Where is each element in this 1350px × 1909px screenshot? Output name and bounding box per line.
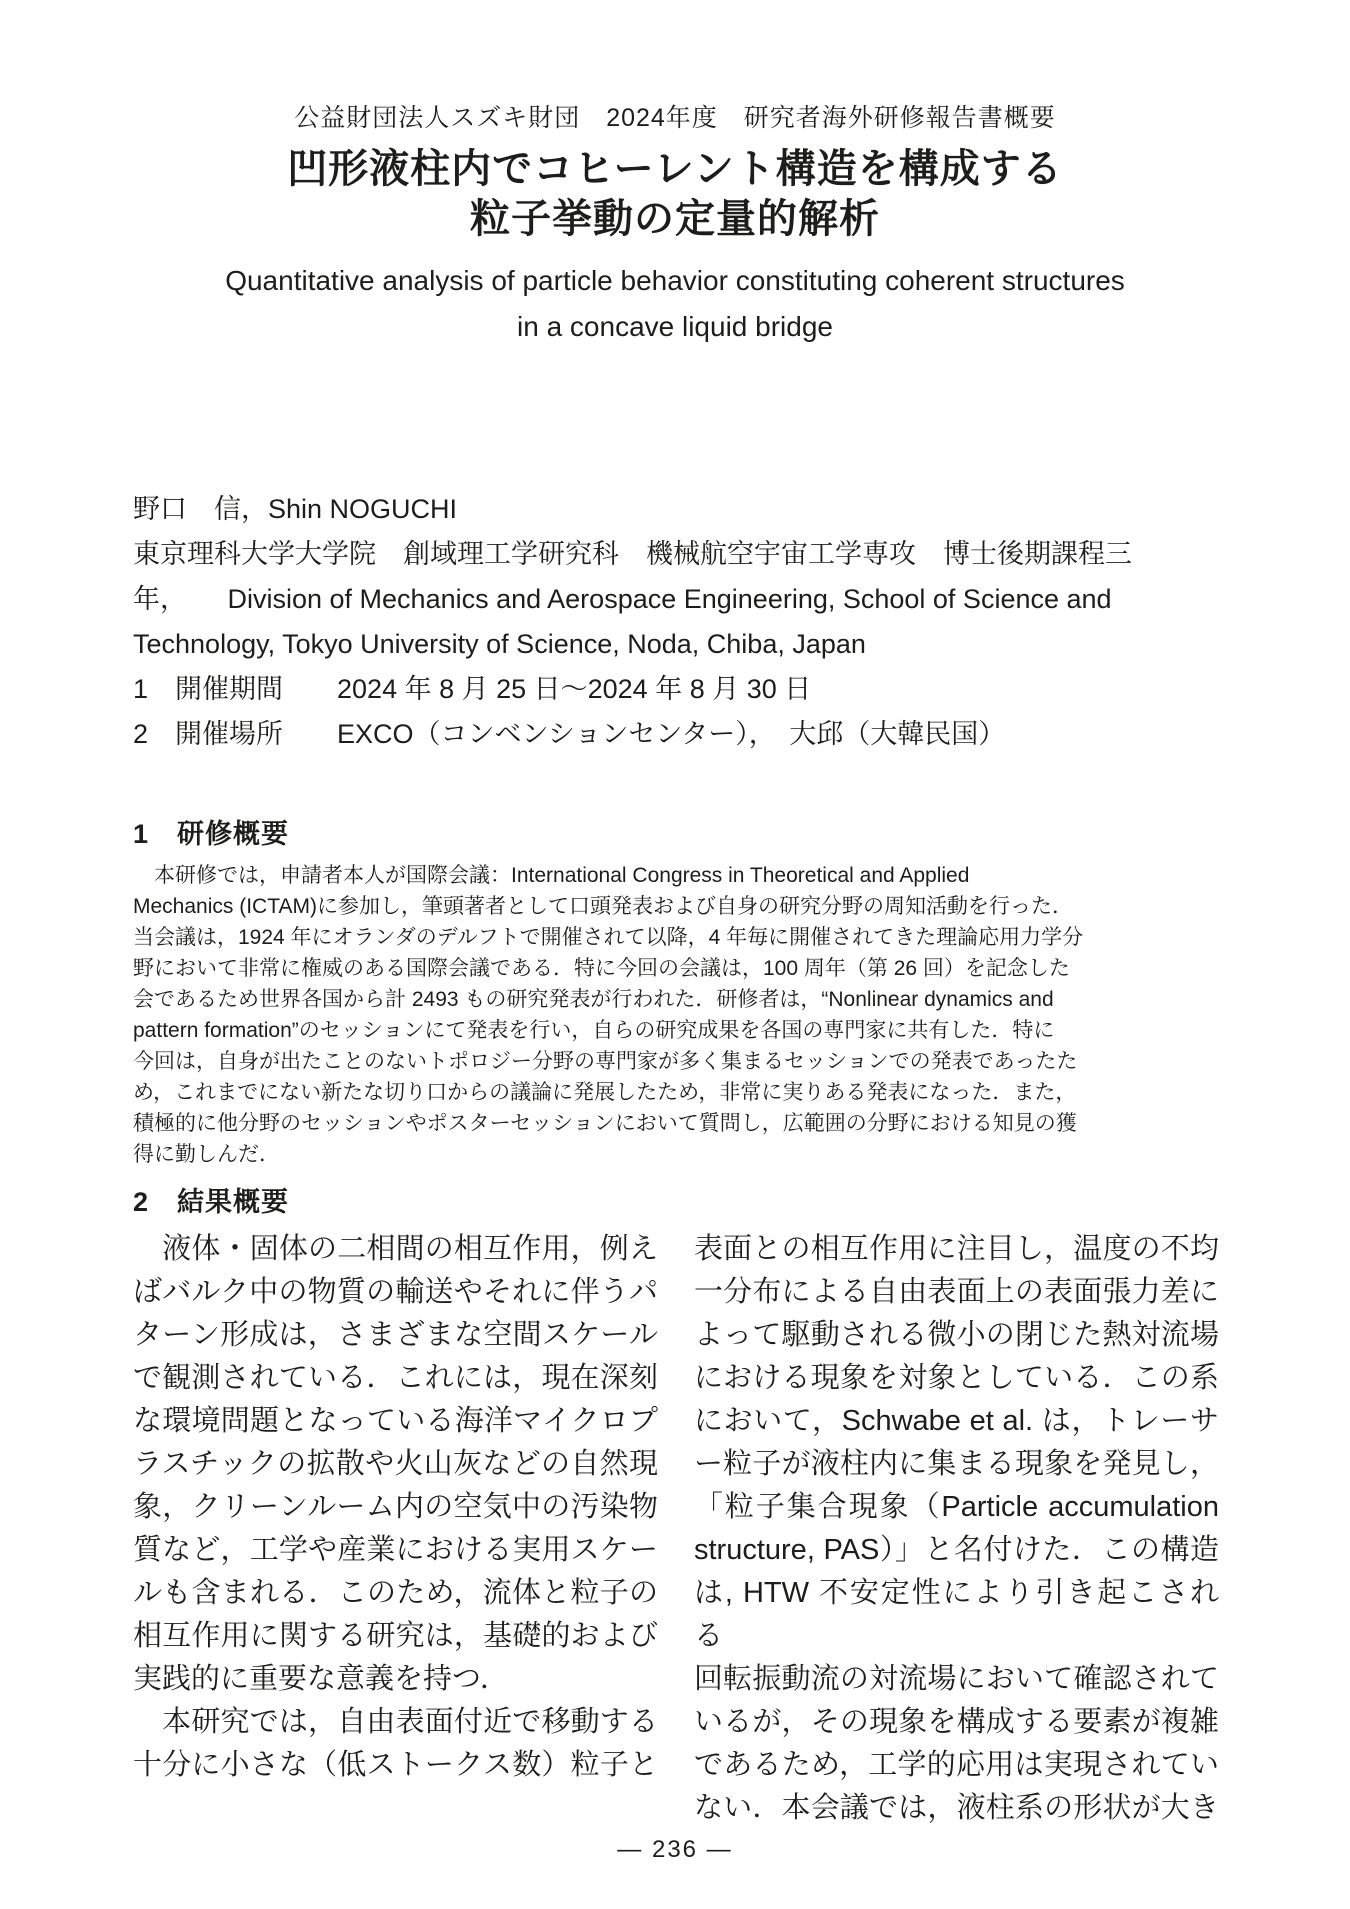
section2-right-line: ー粒子が液柱内に集まる現象を発見し， (694, 1448, 1219, 1480)
section2-left-line: ターン形成は，さまざまな空間スケール (133, 1319, 658, 1351)
affiliation-ja-line: 東京理科大学大学院 創域理工学研究科 機械航空宇宙工学専攻 博士後期課程三 (133, 539, 1132, 569)
section1-paragraph (133, 860, 1223, 1170)
section2-left-line: 象，クリーンルーム内の空気中の汚染物 (133, 1491, 658, 1523)
page-number: — 236 — (617, 1836, 733, 1863)
main-title-en-line1: Quantitative analysis of particle behavior constituting coherent structures (225, 265, 1125, 296)
section1-heading: 1 研修概要 (133, 819, 290, 849)
section2-right-column (694, 1228, 1219, 1830)
section2-right-line: いるが，その現象を構成する要素が複雑 (694, 1706, 1219, 1738)
section1-line: pattern formation”のセッションにて発表を行い，自らの研究成果を各国の専門家に共有した．特に (133, 1019, 1055, 1042)
section2-left-line: 実践的に重要な意義を持つ． (133, 1663, 509, 1695)
section1-line: 得に勤しんだ． (133, 1143, 280, 1166)
main-title-ja-line2: 粒子挙動の定量的解析 (470, 197, 880, 241)
section2-left-line: ラスチックの拡散や火山灰などの自然現 (133, 1448, 658, 1480)
section2-left-line: 十分に小さな（低ストークス数）粒子と (133, 1749, 658, 1781)
section2-left-line: 質など，工学や産業における実用スケー (133, 1534, 658, 1566)
section2-right-line: において，Schwabe et al. は，トレーサ (694, 1405, 1219, 1437)
section2-right-line: ない．本会議では，液柱系の形状が大き (694, 1792, 1219, 1824)
section2-left-line: ばバルク中の物質の輸送やそれに伴うパ (133, 1276, 658, 1308)
event-venue-line: 2 開催場所 EXCO（コンベンションセンター）， 大邱（大韓民国） (133, 719, 1006, 749)
main-title-english (0, 258, 1350, 350)
section1-line: め，これまでにない新たな切り口からの議論に発展したため，非常に実りある発表になった．また， (133, 1081, 1077, 1104)
section1-line: 野において非常に権威のある国際会議である．特に今回の会議は，100 周年（第 26 回）を記念した (133, 957, 1070, 980)
main-title-en-line2: in a concave liquid bridge (517, 311, 833, 342)
section2-left-line: で観測されている．これには，現在深刻 (133, 1362, 658, 1394)
author-affiliation-block (133, 487, 1219, 757)
section2-right-line: は, HTW 不安定性により引き起こされる (694, 1577, 1219, 1652)
section2-two-column-body (133, 1228, 1219, 1830)
section2-heading: 2 結果概要 (133, 1187, 290, 1217)
section2-right-line: 一分布による自由表面上の表面張力差に (694, 1276, 1219, 1308)
section1-line: 会であるため世界各国から計 2493 もの研究発表が行われた．研修者は，“Nonlinear dynamics and (133, 988, 1054, 1011)
section2-right-line: における現象を対象としている．この系 (694, 1362, 1219, 1394)
section1-line: Mechanics (ICTAM)に参加し，筆頭著者として口頭発表および自身の研究分野の周知活動を行った． (133, 895, 1073, 918)
section2-left-line: 液体・固体の二相間の相互作用，例え (133, 1233, 658, 1265)
section2-right-line: 回転振動流の対流場において確認されて (694, 1663, 1219, 1695)
main-title-japanese (0, 144, 1350, 244)
section2-left-line: 相互作用に関する研究は，基礎的および (133, 1620, 658, 1652)
section2-right-line: 表面との相互作用に注目し，温度の不均 (694, 1233, 1219, 1265)
section2-left-column (133, 1228, 658, 1830)
event-period-line: 1 開催期間 2024 年 8 月 25 日～2024 年 8 月 30 日 (133, 674, 812, 704)
section2-left-line: ルも含まれる．このため，流体と粒子の (133, 1577, 658, 1609)
main-title-ja-line1: 凹形液柱内でコヒーレント構造を構成する (287, 147, 1063, 191)
section2-right-line: structure, PAS）」と名付けた．この構造 (694, 1534, 1219, 1566)
section2-right-line: 「粒子集合現象（Particle accumulation (694, 1491, 1219, 1523)
author-name-line: 野口 信，Shin NOGUCHI (133, 494, 458, 524)
section2-right-line: であるため，工学的応用は実現されてい (694, 1749, 1219, 1781)
section1-line: 当会議は，1924 年にオランダのデルフトで開催されて以降，4 年毎に開催されてきた理論応用力学分 (133, 926, 1084, 949)
section2-left-line: な環境問題となっている海洋マイクロプ (133, 1405, 658, 1437)
section2-right-line: よって駆動される微小の閉じた熱対流場 (694, 1319, 1219, 1351)
section1-line: 今回は，自身が出たことのないトポロジー分野の専門家が多く集まるセッションでの発表であったた (133, 1050, 1078, 1073)
affiliation-en-line1: 年， Division of Mechanics and Aerospace Engineering, School of Science and (133, 584, 1112, 614)
header-note: 公益財団法人スズキ財団 2024年度 研究者海外研修報告書概要 (294, 104, 1056, 132)
affiliation-en-line2: Technology, Tokyo University of Science, Noda, Chiba, Japan (133, 629, 866, 659)
section1-line: 積極的に他分野のセッションやポスターセッションにおいて質問し，広範囲の分野における知見の獲 (133, 1112, 1077, 1135)
section2-left-line: 本研究では，自由表面付近で移動する (133, 1706, 658, 1738)
section1-line: 本研修では，申請者本人が国際会議：International Congress in Theoretical and Applied (133, 864, 970, 887)
